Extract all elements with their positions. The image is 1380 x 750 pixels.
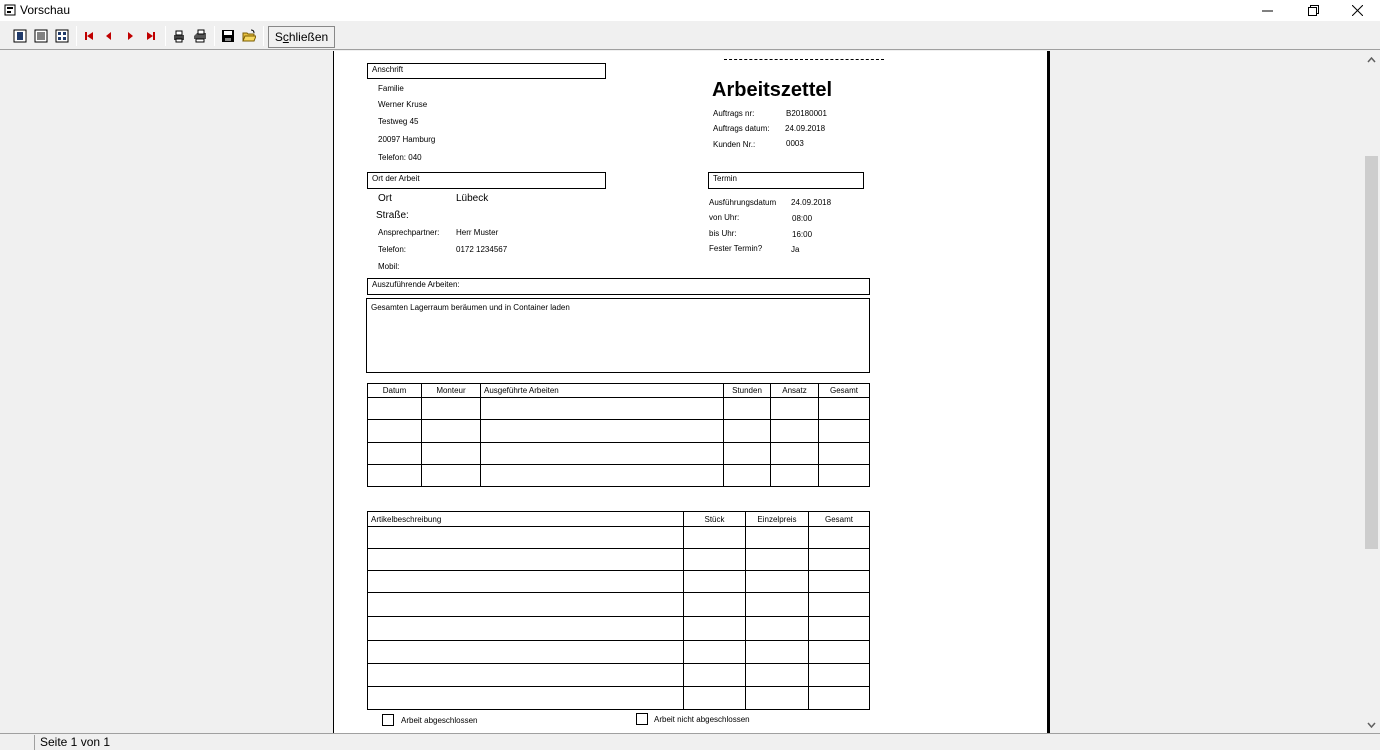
page-width-button[interactable] [32,27,50,45]
checkbox-done-label: Arbeit abgeschlossen [401,716,478,725]
termin-fixed-value: Ja [791,245,800,254]
scroll-up-arrow[interactable] [1363,51,1380,68]
customer-nr-label: Kunden Nr.: [713,140,756,149]
table-row [368,443,870,465]
table-header-row [368,384,870,398]
printer-icon [193,29,207,43]
window-title: Vorschau [20,3,71,17]
open-button[interactable] [240,27,258,45]
close-preview-button[interactable] [268,26,335,48]
page-width-icon [34,29,48,43]
tasks-header: Auszuführende Arbeiten: [367,278,870,295]
next-page-icon [123,29,137,43]
minimize-button[interactable] [1244,0,1290,21]
termin-header: Termin [708,172,864,189]
vertical-scrollbar[interactable] [1363,51,1380,733]
table-row [368,571,870,593]
address-line: Familie [378,84,404,93]
app-icon [4,4,16,16]
column-header: Monteur [422,384,481,398]
print-setup-button[interactable] [170,27,188,45]
contact-label: Ansprechpartner: [378,228,440,237]
ort-label: Ort [378,193,392,204]
minimize-icon [1262,5,1273,16]
save-icon [221,29,235,43]
order-date-label: Auftrags datum: [713,124,770,133]
multi-page-icon [55,29,69,43]
checkbox-done [382,714,394,726]
page-right-border [1047,51,1050,733]
customer-nr-value: 0003 [786,139,804,148]
chevron-down-icon [1367,722,1376,728]
order-date-value: 24.09.2018 [785,124,826,133]
toolbar-separator [214,26,215,46]
report-page [334,51,1048,733]
title-bar [0,0,1380,21]
single-page-button[interactable] [11,27,29,45]
phone-value: 0172 1234567 [456,245,508,254]
column-header: Ansatz [771,384,819,398]
mobile-label: Mobil: [378,262,400,271]
preview-area[interactable] [0,51,1363,733]
contact-value: Herr Muster [456,228,499,237]
checkbox-not-done-label: Arbeit nicht abgeschlossen [654,715,750,724]
close-label-accesskey: c [282,30,289,44]
table-row [368,527,870,549]
single-page-icon [13,29,27,43]
restore-icon [1308,5,1319,16]
order-nr-value: B20180001 [786,109,827,118]
street-label: Straße: [376,210,409,221]
column-header: Datum [368,384,422,398]
phone-label: Telefon: [378,245,407,254]
scroll-down-arrow[interactable] [1363,716,1380,733]
table-row [368,593,870,617]
toolbar-separator [76,26,77,46]
address-header: Anschrift [367,63,606,79]
address-line: 20097 Hamburg [378,135,436,144]
table-row [368,549,870,571]
column-header: Stück [684,512,746,527]
save-button[interactable] [219,27,237,45]
checkbox-not-done [636,713,648,725]
first-page-icon [82,29,96,43]
termin-from-value: 08:00 [792,214,813,223]
article-table [367,511,870,710]
ort-value: Lübeck [456,193,489,204]
address-line: Testweg 45 [378,117,419,126]
tasks-box [366,298,870,373]
last-page-icon [144,29,158,43]
document-title: Arbeitszettel [712,79,833,101]
table-row [368,420,870,443]
print-button[interactable] [191,27,209,45]
table-row [368,398,870,420]
last-page-button[interactable] [142,27,160,45]
termin-date-label: Ausführungsdatum [709,198,777,207]
printer-setup-icon [172,29,186,43]
workplace-header: Ort der Arbeit [367,172,606,189]
termin-date-value: 24.09.2018 [791,198,832,207]
table-header-row [368,512,870,527]
close-label-part: S [274,30,283,44]
column-header: Gesamt [809,512,870,527]
address-line: Telefon: 040 [378,153,422,162]
column-header: Gesamt [819,384,870,398]
table-row [368,617,870,641]
chevron-up-icon [1367,57,1376,63]
table-row [368,641,870,664]
first-page-button[interactable] [80,27,98,45]
tasks-text: Gesamten Lagerraum beräumen und in Container laden [371,303,570,312]
termin-from-label: von Uhr: [709,213,740,222]
multi-page-button[interactable] [53,27,71,45]
column-header: Einzelpreis [746,512,809,527]
dashed-line [724,59,884,60]
column-header: Artikelbeschreibung [368,512,684,527]
work-table [367,383,870,487]
table-row [368,687,870,710]
table-row [368,664,870,687]
toolbar [0,22,1380,50]
address-line: Werner Kruse [378,100,428,109]
restore-button[interactable] [1290,0,1336,21]
page-indicator: Seite 1 von 1 [34,735,110,750]
scroll-thumb[interactable] [1365,156,1378,549]
previous-page-button[interactable] [100,27,118,45]
toolbar-separator [165,26,166,46]
close-icon [1352,5,1363,16]
order-nr-label: Auftrags nr: [713,109,755,118]
close-label-part: hließen [288,30,329,44]
next-page-button[interactable] [121,27,139,45]
termin-to-label: bis Uhr: [709,229,737,238]
termin-fixed-label: Fester Termin? [709,244,763,253]
table-row [368,465,870,487]
column-header: Stunden [724,384,771,398]
close-window-button[interactable] [1334,0,1380,21]
folder-open-icon [242,29,256,43]
previous-page-icon [102,29,116,43]
toolbar-separator [263,26,264,46]
termin-to-value: 16:00 [792,230,813,239]
status-bar [0,733,1380,750]
column-header: Ausgeführte Arbeiten [481,384,724,398]
